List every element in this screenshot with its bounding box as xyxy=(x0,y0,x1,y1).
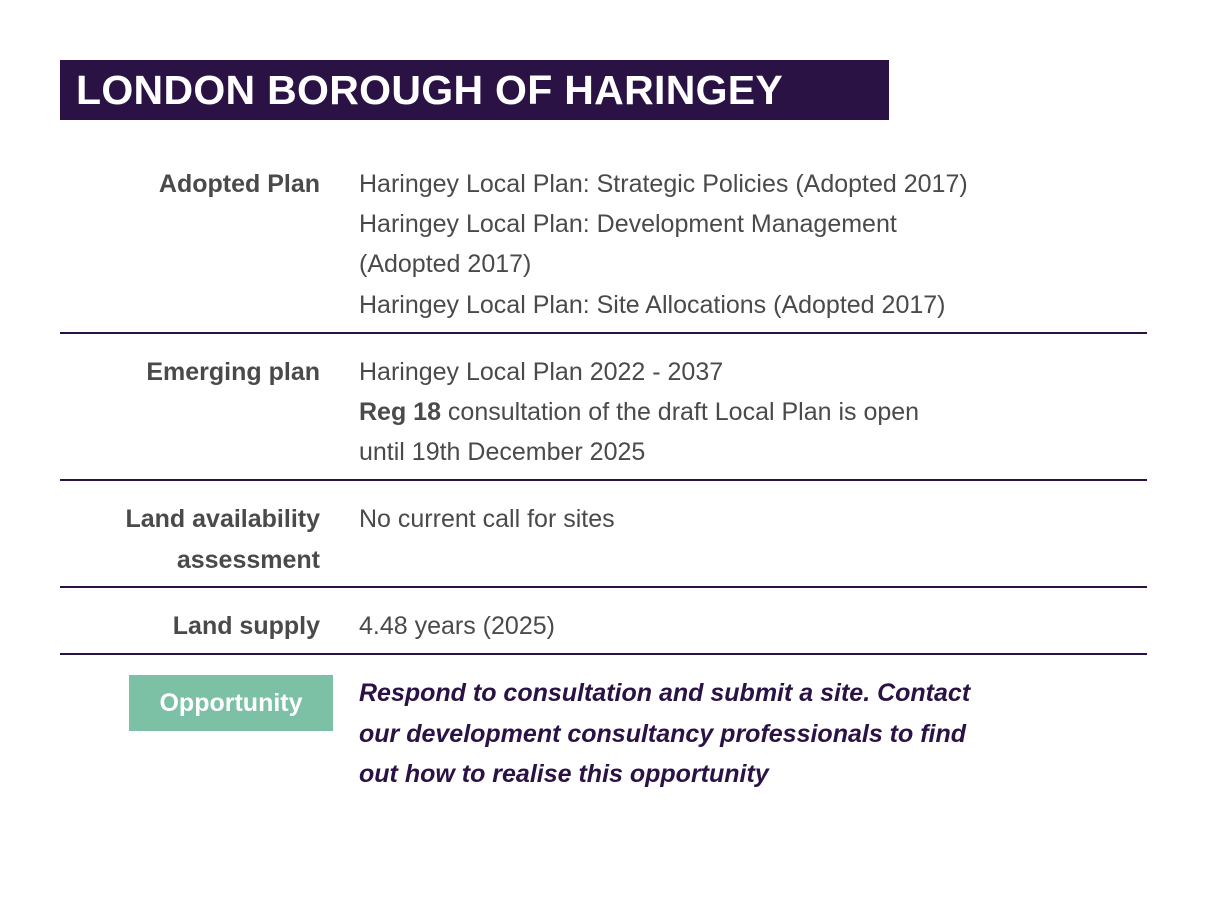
opportunity-line: Respond to consultation and submit a site. Contact xyxy=(359,679,971,707)
opportunity-text xyxy=(359,673,1119,795)
emerging-plan-consultation xyxy=(359,392,1129,432)
row-divider xyxy=(60,479,1147,481)
land-availability-row xyxy=(60,499,1147,587)
adopted-plan-line: Haringey Local Plan: Strategic Policies (Adopted 2017) xyxy=(359,170,968,198)
land-supply-text: 4.48 years (2025) xyxy=(359,612,555,640)
adopted-plan-value xyxy=(359,164,1129,325)
consultation-text: consultation of the draft Local Plan is open xyxy=(440,398,920,427)
adopted-plan-line: Haringey Local Plan: Development Management xyxy=(359,210,897,239)
land-availability-label xyxy=(60,499,320,580)
emerging-plan-title: Haringey Local Plan 2022 - 2037 xyxy=(359,358,724,386)
land-availability-label-line1: Land availability xyxy=(125,505,320,533)
land-supply-row xyxy=(60,606,1147,654)
emerging-plan-value xyxy=(359,352,1129,473)
adopted-plan-line: (Adopted 2017) xyxy=(359,250,532,279)
reg-18-label: Reg 18 xyxy=(359,398,441,427)
adopted-plan-label: Adopted Plan xyxy=(158,170,320,198)
row-divider xyxy=(60,653,1147,655)
row-divider xyxy=(60,586,1147,588)
opportunity-line: out how to realise this opportunity xyxy=(359,760,769,788)
land-availability-label-line2: assessment xyxy=(176,545,320,574)
emerging-plan-row xyxy=(60,352,1147,480)
land-supply-label: Land supply xyxy=(172,612,320,640)
adopted-plan-line: Haringey Local Plan: Site Allocations (Adopted 2017) xyxy=(359,290,946,319)
land-availability-value xyxy=(359,499,1129,539)
land-supply-value xyxy=(359,606,1129,646)
opportunity-line: our development consultancy professionals to find xyxy=(359,719,967,748)
land-availability-text: No current call for sites xyxy=(359,505,615,533)
adopted-plan-row xyxy=(60,164,1147,334)
opportunity-badge: Opportunity xyxy=(129,675,333,731)
row-divider xyxy=(60,332,1147,334)
page-title: LONDON BOROUGH OF HARINGEY xyxy=(60,60,889,120)
emerging-plan-label: Emerging plan xyxy=(146,358,320,386)
consultation-deadline: until 19th December 2025 xyxy=(359,438,646,467)
